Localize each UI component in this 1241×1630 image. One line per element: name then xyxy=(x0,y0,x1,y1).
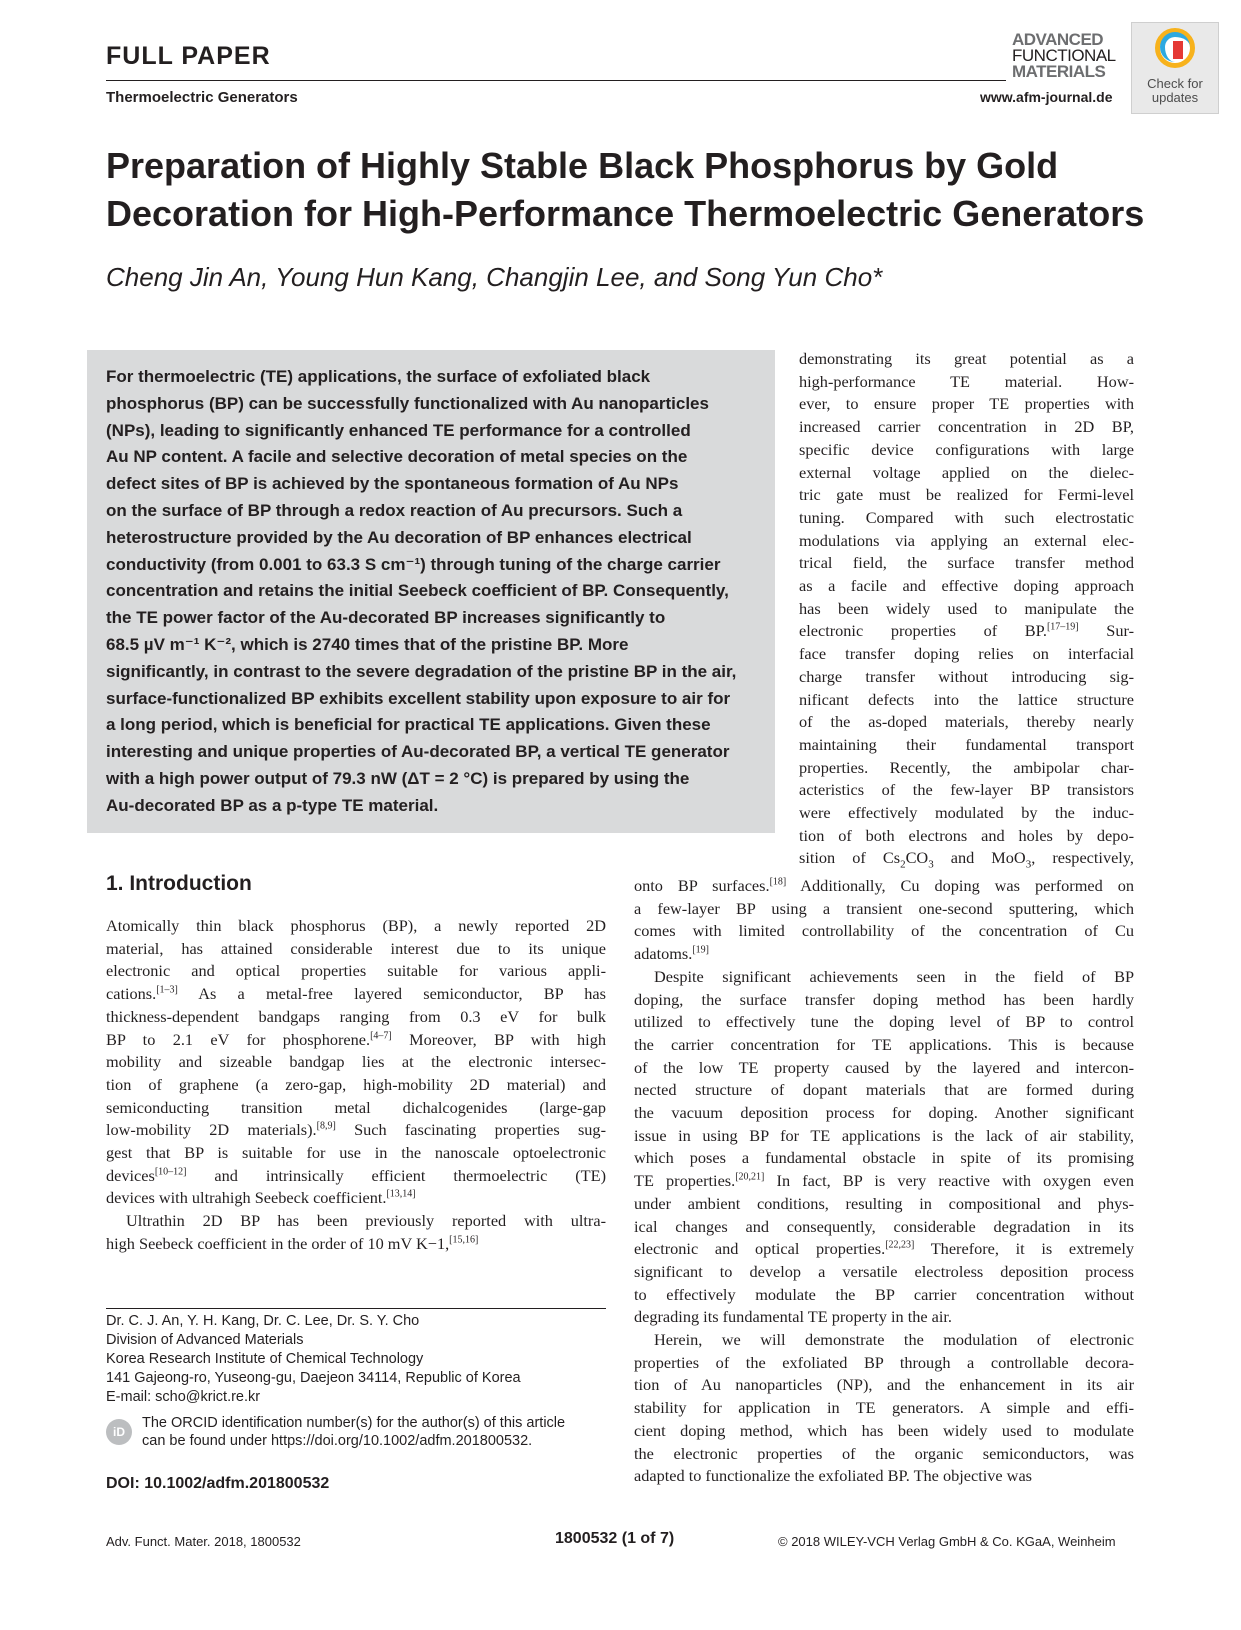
right-column-lower xyxy=(634,875,1134,1488)
footer-page-number: 1800532 (1 of 7) xyxy=(555,1530,675,1547)
text-line: nected structure of dopant materials that are formed during xyxy=(634,1080,1134,1100)
text-line: the carrier concentration for TE applications. This is because xyxy=(634,1034,1134,1054)
text-line: the TE power factor of the Au-decorated BP increases significantly to xyxy=(106,608,666,628)
text-line: electronic and optical properties.[22,23] Therefore, it is extremely xyxy=(634,1239,1134,1259)
text-line: specific device configurations with large xyxy=(799,439,1134,459)
text-line: to effectively modulate the BP carrier concentration without xyxy=(634,1284,1134,1304)
doi[interactable]: DOI: 10.1002/adfm.201800532 xyxy=(106,1475,330,1492)
text-line: devices[10–12] and intrinsically efficient thermoelectric (TE) xyxy=(106,1165,606,1185)
text-line: which poses a fundamental obstacle in spite of its promising xyxy=(634,1148,1134,1168)
text-line: acteristics of the few-layer BP transistors xyxy=(799,780,1134,800)
paper-title xyxy=(106,142,1145,238)
text-line: thickness-dependent bandgaps ranging from 0.3 eV for bulk xyxy=(106,1006,606,1026)
text-line: (NPs), leading to significantly enhanced TE performance for a controlled xyxy=(106,420,691,440)
text-line: Au NP content. A facile and selective decoration of metal species on the xyxy=(106,447,688,467)
text-line: adapted to functionalize the exfoliated BP. The objective was xyxy=(634,1466,1033,1486)
text-line: gest that BP is suitable for use in the nanoscale optoelectronic xyxy=(106,1143,606,1163)
text-line: Ultrathin 2D BP has been previously reported with ultra- xyxy=(126,1211,606,1231)
text-line: devices with ultrahigh Seebeck coefficient.[13,14] xyxy=(106,1188,416,1208)
text-line: Division of Advanced Materials xyxy=(106,1332,304,1348)
text-line: comes with limited controllability of the concentration of Cu xyxy=(634,921,1134,941)
text-line: material, has attained considerable interest due to its unique xyxy=(106,938,606,958)
journal-logo[interactable] xyxy=(1012,32,1130,80)
footer-copyright: © 2018 WILEY-VCH Verlag GmbH & Co. KGaA, Weinheim xyxy=(778,1534,1116,1549)
journal-url[interactable]: www.afm-journal.de xyxy=(980,89,1113,105)
text-line: Korea Research Institute of Chemical Technology xyxy=(106,1351,424,1367)
text-line: surface-functionalized BP exhibits excellent stability upon exposure to air for xyxy=(106,688,731,708)
text-line: charge transfer without introducing sig- xyxy=(799,666,1134,686)
text-line: doping, the surface transfer doping method has been hardly xyxy=(634,989,1134,1009)
text-line: concentration and retains the initial Seebeck coefficient of BP. Consequently, xyxy=(106,581,729,601)
text-line: defect sites of BP is achieved by the spontaneous formation of Au NPs xyxy=(106,474,679,494)
text-line: under ambient conditions, resulting in compositional and phys- xyxy=(634,1193,1134,1213)
text-line: trical field, the surface transfer method xyxy=(799,553,1134,573)
text-line: high-performance TE material. How- xyxy=(799,371,1134,391)
text-line: face transfer doping relies on interfacial xyxy=(799,644,1134,664)
footer-journal-reference: Adv. Funct. Mater. 2018, 1800532 xyxy=(106,1534,301,1549)
text-line: low-mobility 2D materials).[8,9] Such fascinating properties sug- xyxy=(106,1120,606,1140)
text-line: nificant defects into the lattice structure xyxy=(799,689,1134,709)
text-line: tuning. Compared with such electrostatic xyxy=(799,507,1134,527)
text-line: properties of the exfoliated BP through a controllable decora- xyxy=(634,1352,1134,1372)
text-line: issue in using BP for TE applications is the lack of air stability, xyxy=(634,1125,1134,1145)
section-heading-introduction: 1. Introduction xyxy=(106,872,252,895)
crossmark-icon xyxy=(1155,28,1195,68)
text-line: Herein, we will demonstrate the modulation of electronic xyxy=(654,1330,1134,1350)
text-line: tion of graphene (a zero-gap, high-mobility 2D material) and xyxy=(106,1074,606,1094)
text-line: sition of $Cs_2CO_3$ and MoO$_3$, respectively, xyxy=(799,848,1134,871)
text-line: tion of both electrons and holes by depo- xyxy=(799,825,1134,845)
text-line: significantly, in contrast to the severe degradation of the pristine BP in the air, xyxy=(106,661,737,681)
text-line: Dr. C. J. An, Y. H. Kang, Dr. C. Lee, Dr. S. Y. Cho xyxy=(106,1313,420,1329)
text-line: mobility and sizeable bandgap lies at the electronic intersec- xyxy=(106,1052,606,1072)
check-for-updates-badge[interactable] xyxy=(1131,22,1219,114)
text-line: semiconducting transition metal dichalcogenides (large-gap xyxy=(106,1097,606,1117)
footnote-rule xyxy=(106,1308,606,1309)
text-line: conductivity (from 0.001 to 63.3 S cm⁻¹) through tuning of the charge carrier xyxy=(106,554,721,574)
topic-label: Thermoelectric Generators xyxy=(106,89,298,106)
text-line: interesting and unique properties of Au-decorated BP, a vertical TE generator xyxy=(106,742,730,762)
text-line: significant to develop a versatile electroless deposition process xyxy=(634,1261,1134,1281)
check-for-updates-label: Check for updates xyxy=(1147,76,1203,105)
text-line: onto BP surfaces.[18] Additionally, Cu doping was performed on xyxy=(634,876,1134,895)
text-line: on the surface of BP through a redox reaction of Au precursors. Such a xyxy=(106,500,683,520)
text-line: electronic properties of BP.[17–19] Sur- xyxy=(799,621,1134,641)
text-line: cient doping method, which has been widely used to modulate xyxy=(634,1420,1134,1440)
text-line: 68.5 µV m⁻¹ K⁻², which is 2740 times that of the pristine BP. More xyxy=(106,634,629,654)
text-line: tion of Au nanoparticles (NP), and the enhancement in its air xyxy=(634,1375,1134,1395)
section-label: FULL PAPER xyxy=(106,42,271,70)
text-line: heterostructure provided by the Au decoration of BP enhances electrical xyxy=(106,527,692,547)
left-column-text xyxy=(106,915,606,1256)
text-line: E-mail: scho@krict.re.kr xyxy=(106,1389,261,1405)
journal-logo-line: MATERIALS xyxy=(1012,62,1106,81)
text-line: increased carrier concentration in 2D BP, xyxy=(799,417,1134,437)
text-line: cations.[1–3] As a metal-free layered semiconductor, BP has xyxy=(106,984,606,1004)
text-line: as a facile and effective doping approach xyxy=(799,576,1134,596)
text-line: BP to 2.1 eV for phosphorene.[4–7] Moreover, BP with high xyxy=(106,1029,606,1049)
text-line: stability for application in TE generators. A simple and effi- xyxy=(634,1398,1134,1418)
title-line: Preparation of Highly Stable Black Phosphorus by Gold xyxy=(106,145,1059,186)
text-line: ever, to ensure proper TE properties with xyxy=(799,394,1134,414)
text-line: modulations via applying an external elec- xyxy=(799,530,1134,550)
text-line: a long period, which is beneficial for practical TE applications. Given these xyxy=(106,715,711,735)
text-line: Au-decorated BP as a p-type TE material. xyxy=(106,795,439,815)
text-line: adatoms.[19] xyxy=(634,944,709,964)
author-affiliation xyxy=(106,1312,521,1407)
orcid-note-line[interactable]: can be found under https://doi.org/10.1002/adfm.201800532. xyxy=(142,1433,533,1449)
orcid-note-line: The ORCID identification number(s) for the author(s) of this article xyxy=(142,1415,566,1431)
text-line: were effectively modulated by the induc- xyxy=(799,803,1134,823)
text-line: the vacuum deposition process for doping. Another significant xyxy=(634,1103,1134,1123)
orcid-note xyxy=(142,1414,565,1450)
text-line: of the as-doped materials, thereby nearly xyxy=(799,712,1134,732)
text-line: phosphorus (BP) can be successfully functionalized with Au nanoparticles xyxy=(106,393,709,413)
journal-logo-line: FUNCTIONAL xyxy=(1012,46,1116,65)
text-line: Despite significant achievements seen in the field of BP xyxy=(654,966,1134,986)
text-line: of the low TE property caused by the layered and intercon- xyxy=(634,1057,1134,1077)
text-line: degrading its fundamental TE property in the air. xyxy=(634,1307,953,1327)
text-line: Atomically thin black phosphorus (BP), a newly reported 2D xyxy=(106,916,606,935)
right-column-upper xyxy=(799,348,1134,876)
title-line: Decoration for High-Performance Thermoelectric Generators xyxy=(106,193,1145,234)
text-line: utilized to effectively tune the doping level of BP to control xyxy=(634,1012,1134,1032)
text-line: a few-layer BP using a transient one-second sputtering, which xyxy=(634,898,1134,918)
text-line: external voltage applied on the dielec- xyxy=(799,462,1134,482)
journal-logo-line: ADVANCED xyxy=(1012,30,1104,49)
abstract xyxy=(106,364,761,820)
text-line: electronic and optical properties suitable for various appli- xyxy=(106,961,606,981)
text-line: demonstrating its great potential as a xyxy=(799,349,1134,368)
text-line: ical changes and consequently, considerable degradation in its xyxy=(634,1216,1134,1236)
text-line: with a high power output of 79.3 nW (ΔT = 2 °C) is prepared by using the xyxy=(106,768,690,788)
text-line: has been widely used to manipulate the xyxy=(799,598,1134,618)
text-line: the electronic properties of the organic semiconductors, was xyxy=(634,1443,1134,1463)
text-line: maintaining their fundamental transport xyxy=(799,734,1134,754)
text-line: high Seebeck coefficient in the order of 10 mV K−1,[15,16] xyxy=(106,1233,479,1253)
text-line: properties. Recently, the ambipolar char- xyxy=(799,757,1134,777)
header-rule xyxy=(106,80,1006,81)
text-line: For thermoelectric (TE) applications, the surface of exfoliated black xyxy=(106,367,651,386)
author-list: Cheng Jin An, Young Hun Kang, Changjin Lee, and Song Yun Cho* xyxy=(106,262,883,292)
orcid-icon[interactable]: iD xyxy=(106,1419,132,1445)
text-line: 141 Gajeong-ro, Yuseong-gu, Daejeon 34114, Republic of Korea xyxy=(106,1370,521,1386)
text-line: TE properties.[20,21] In fact, BP is very reactive with oxygen even xyxy=(634,1171,1134,1191)
text-line: tric gate must be realized for Fermi-level xyxy=(799,485,1134,505)
